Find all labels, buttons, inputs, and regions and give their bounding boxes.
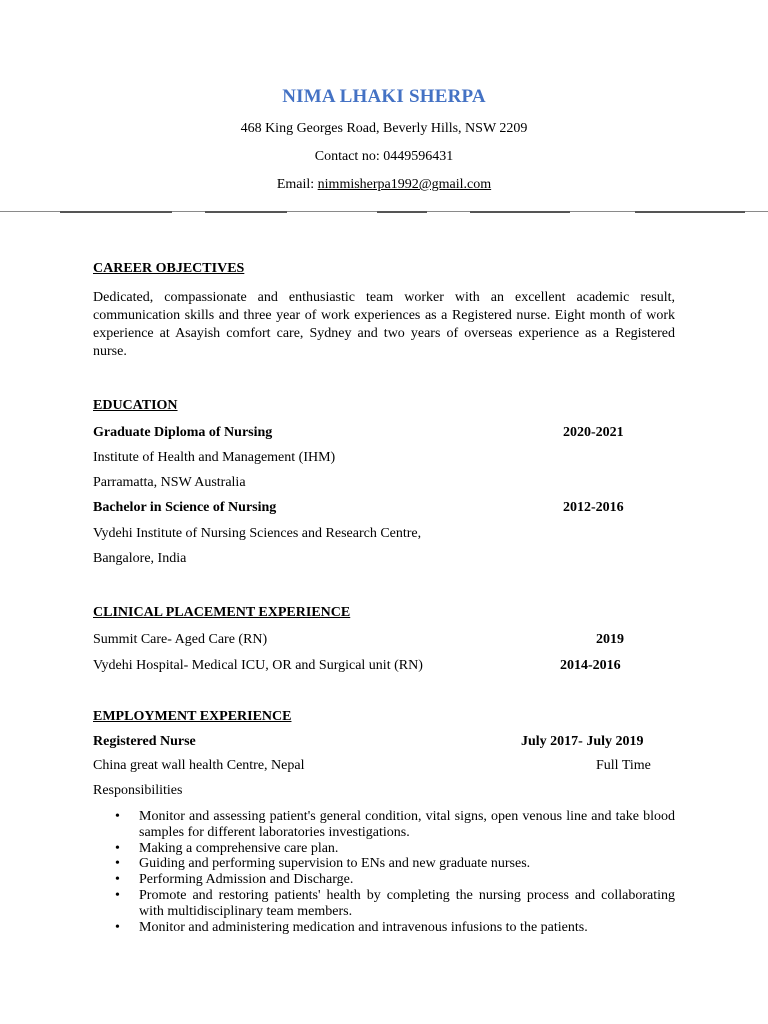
list-item — [93, 920, 675, 936]
responsibilities-label: Responsibilities — [93, 783, 183, 798]
placement-years: 2014-2016 — [560, 658, 621, 673]
responsibility-text: Monitor and administering medication and intravenous infusions to the patients. — [139, 919, 588, 935]
clinical-placement-heading: CLINICAL PLACEMENT EXPERIENCE — [93, 605, 351, 620]
bullet-icon: • — [115, 919, 120, 935]
contact-number: Contact no: 0449596431 — [314, 149, 454, 164]
employment-heading: EMPLOYMENT EXPERIENCE — [93, 709, 292, 724]
job-dates: July 2017- July 2019 — [521, 734, 644, 749]
list-item — [93, 856, 675, 872]
placement-years: 2019 — [596, 632, 624, 647]
education-heading: EDUCATION — [93, 398, 178, 413]
divider-accent — [377, 211, 427, 213]
divider-accent — [470, 211, 570, 213]
candidate-name: NIMA LHAKI SHERPA — [282, 86, 486, 107]
email-label: Email: — [276, 177, 318, 192]
institution-location: Parramatta, NSW Australia — [93, 475, 246, 490]
divider-accent — [635, 211, 745, 213]
career-objectives-heading: CAREER OBJECTIVES — [93, 261, 245, 276]
placement-item: Vydehi Hospital- Medical ICU, OR and Surgical unit (RN) — [93, 658, 423, 673]
divider-accent — [205, 211, 287, 213]
degree-years: 2012-2016 — [563, 500, 624, 515]
responsibility-text: Monitor and assessing patient's general condition, vital signs, open venous line and take blood samples for different laboratories investigations. — [139, 809, 675, 840]
bullet-icon: • — [115, 887, 120, 903]
list-item — [93, 841, 675, 857]
responsibility-text: Making a comprehensive care plan. — [139, 840, 339, 856]
bullet-icon: • — [115, 872, 120, 888]
responsibility-text: Promote and restoring patients' health by completing the nursing process and collaborating with multidisciplinary team members. — [139, 887, 675, 919]
employment-type: Full Time — [596, 758, 651, 773]
placement-item: Summit Care- Aged Care (RN) — [93, 632, 268, 647]
email-line — [0, 177, 768, 193]
list-item — [93, 809, 675, 841]
institution-name: Vydehi Institute of Nursing Sciences and Research Centre, — [93, 526, 422, 541]
divider-accent — [60, 211, 172, 213]
job-role: Registered Nurse — [93, 734, 196, 749]
degree-title: Bachelor in Science of Nursing — [93, 500, 277, 515]
list-item — [93, 872, 675, 888]
responsibility-text: Guiding and performing supervision to ENs and new graduate nurses. — [139, 856, 531, 872]
list-item — [93, 888, 675, 920]
bullet-icon: • — [115, 809, 120, 824]
employer-name: China great wall health Centre, Nepal — [93, 758, 305, 773]
address: 468 King Georges Road, Beverly Hills, NSW 2209 — [240, 121, 528, 136]
institution-name: Institute of Health and Management (IHM) — [93, 450, 336, 465]
degree-title: Graduate Diploma of Nursing — [93, 425, 273, 440]
degree-years: 2020-2021 — [563, 425, 624, 440]
institution-location: Bangalore, India — [93, 551, 187, 566]
career-objectives-text: Dedicated, compassionate and enthusiastic team worker with an excellent academic result, communication skills and three year of work experiences as a Registered nurse. Eight month of work experience at Asayish comfort care, Sydney and two years of overseas experience as a Registered nurse. — [93, 290, 675, 359]
bullet-icon: • — [115, 840, 120, 856]
responsibilities-list — [93, 809, 675, 935]
bullet-icon: • — [115, 856, 120, 872]
email-link[interactable]: nimmisherpa1992@gmail.com — [317, 177, 492, 192]
responsibility-text: Performing Admission and Discharge. — [139, 872, 354, 888]
